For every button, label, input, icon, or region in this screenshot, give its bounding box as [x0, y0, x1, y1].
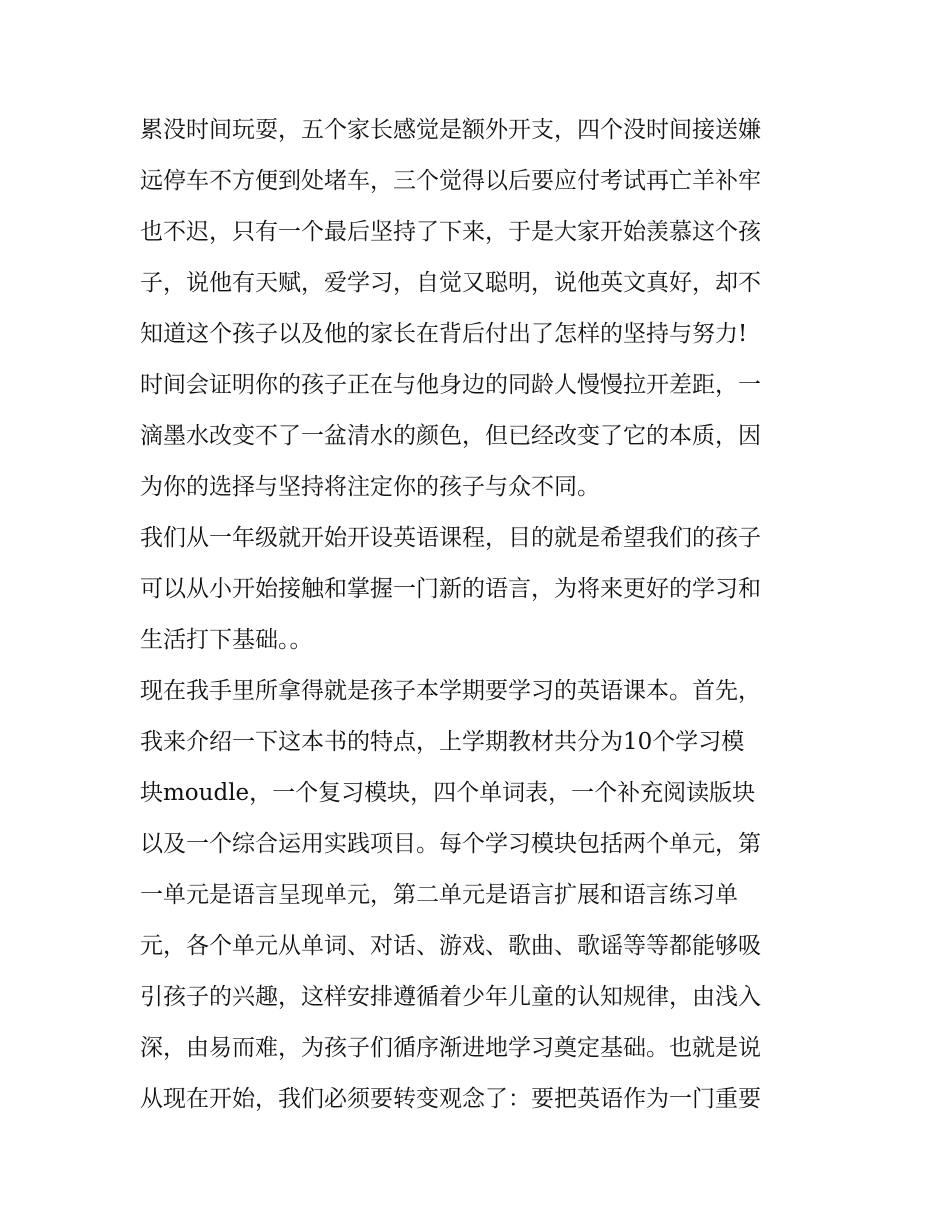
text-line: 远停车不方便到处堵车，三个觉得以后要应付考试再亡羊补牢: [140, 168, 761, 194]
text-line: 现在我手里所拿得就是孩子本学期要学习的英语课本。首先，: [140, 678, 761, 704]
text-line: 一单元是语言呈现单元，第二单元是语言扩展和语言练习单: [140, 882, 738, 908]
text-line: 我来介绍一下这本书的特点，上学期教材共分为10个学习模: [140, 729, 745, 755]
text-line: 元，各个单元从单词、对话、游戏、歌曲、歌谣等等都能够吸: [140, 933, 761, 959]
text-line: 块moudle，一个复习模块，四个单词表，一个补充阅读版块: [140, 780, 756, 806]
text-line: 时间会证明你的孩子正在与他身边的同龄人慢慢拉开差距，一: [140, 372, 761, 398]
text-line: 累没时间玩耍，五个家长感觉是额外开支，四个没时间接送嫌: [140, 117, 761, 143]
text-line: 子，说他有天赋，爱学习，自觉又聪明，说他英文真好，却不: [140, 270, 761, 296]
text-line: 滴墨水改变不了一盆清水的颜色，但已经改变了它的本质，因: [140, 423, 761, 449]
text-line: 引孩子的兴趣，这样安排遵循着少年儿童的认知规律，由浅入: [140, 984, 761, 1010]
text-line: 知道这个孩子以及他的家长在背后付出了怎样的坚持与努力!: [140, 321, 748, 347]
text-line: 可以从小开始接触和掌握一门新的语言，为将来更好的学习和: [140, 576, 761, 602]
text-line: 以及一个综合运用实践项目。每个学习模块包括两个单元，第: [140, 831, 761, 857]
text-line: 生活打下基础。。: [140, 627, 313, 653]
text-line: 我们从一年级就开始开设英语课程，目的就是希望我们的孩子: [140, 525, 761, 551]
body-text: [140, 105, 820, 1125]
text-line: 也不迟，只有一个最后坚持了下来，于是大家开始羡慕这个孩: [140, 219, 761, 245]
text-line: 深，由易而难，为孩子们循序渐进地学习奠定基础。也就是说: [140, 1035, 761, 1061]
text-line: 为你的选择与坚持将注定你的孩子与众不同。: [140, 474, 600, 500]
text-line: 从现在开始，我们必须要转变观念了：要把英语作为一门重要: [140, 1086, 761, 1112]
